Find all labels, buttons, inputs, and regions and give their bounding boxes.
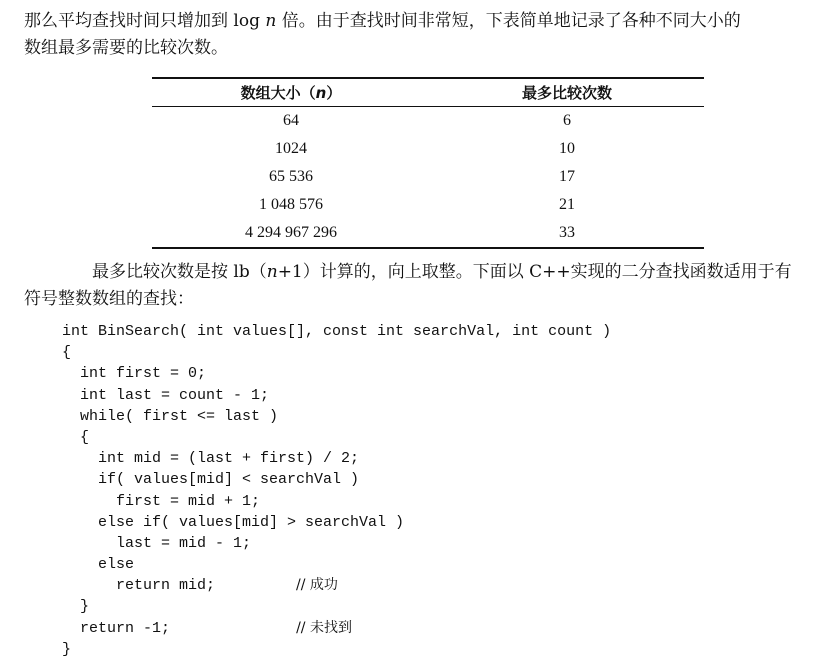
code-line: int last = count - 1; <box>62 386 270 404</box>
code-line: first = mid + 1; <box>62 492 261 510</box>
code-comment: // 未找到 <box>296 619 352 636</box>
code-line: while( first <= last ) <box>62 407 279 425</box>
code-line: } <box>62 640 72 658</box>
code-line-with-comment <box>62 575 611 596</box>
explanation-paragraph <box>24 259 836 313</box>
code-line: } <box>62 598 90 616</box>
explanation-text: 最多比较次数是按 lb（ <box>92 262 267 282</box>
cell-array-size: 4 294 967 296 <box>245 224 337 241</box>
code-line: { <box>62 344 72 362</box>
code-comment: // 成功 <box>296 577 338 594</box>
code-line: else if( values[mid] > searchVal ) <box>62 513 405 531</box>
table-header-row <box>152 78 704 107</box>
code-line: if( values[mid] < searchVal ) <box>62 471 360 489</box>
intro-paragraph <box>24 8 836 62</box>
code-line: last = mid - 1; <box>62 534 252 552</box>
code-line: return -1; <box>62 619 171 637</box>
cell-array-size: 1 048 576 <box>259 196 323 213</box>
cell-array-size: 65 536 <box>269 168 313 185</box>
table-row <box>152 191 704 219</box>
cell-max-comparisons: 21 <box>559 196 575 213</box>
cell-max-comparisons: 6 <box>563 112 571 129</box>
code-line: int mid = (last + first) / 2; <box>62 450 360 468</box>
n-variable: n <box>266 262 278 282</box>
table-row <box>152 135 704 163</box>
table-row <box>152 163 704 191</box>
code-line-with-comment <box>62 618 611 639</box>
code-line: { <box>62 428 90 446</box>
intro-text: 倍。由于查找时间非常短，下表简单地记录了各种不同大小的 <box>276 11 741 31</box>
n-variable: n <box>265 11 277 31</box>
cell-max-comparisons: 33 <box>559 224 575 241</box>
column-header-size: 数组大小（n） <box>240 84 342 102</box>
code-line: else <box>62 556 135 574</box>
code-line: int first = 0; <box>62 365 207 383</box>
intro-text: 数组最多需要的比较次数。 <box>24 38 228 58</box>
code-listing <box>62 321 611 660</box>
column-header-max-comparisons: 最多比较次数 <box>521 84 612 102</box>
comparison-table <box>152 77 704 249</box>
explanation-text: 符号整数数组的查找： <box>24 289 194 309</box>
code-line: return mid; <box>62 577 216 595</box>
code-line: int BinSearch( int values[], const int searchVal, int count ) <box>62 323 612 340</box>
table-row <box>152 107 704 136</box>
explanation-text: +1）计算的，向上取整。下面以 C++实现的二分查找函数适用于有 <box>277 262 792 282</box>
table-row <box>152 219 704 248</box>
cell-array-size: 64 <box>283 112 299 129</box>
intro-text: 那么平均查找时间只增加到 log <box>24 11 266 31</box>
cell-array-size: 1024 <box>275 140 307 157</box>
cell-max-comparisons: 17 <box>559 168 575 185</box>
cell-max-comparisons: 10 <box>559 140 575 157</box>
